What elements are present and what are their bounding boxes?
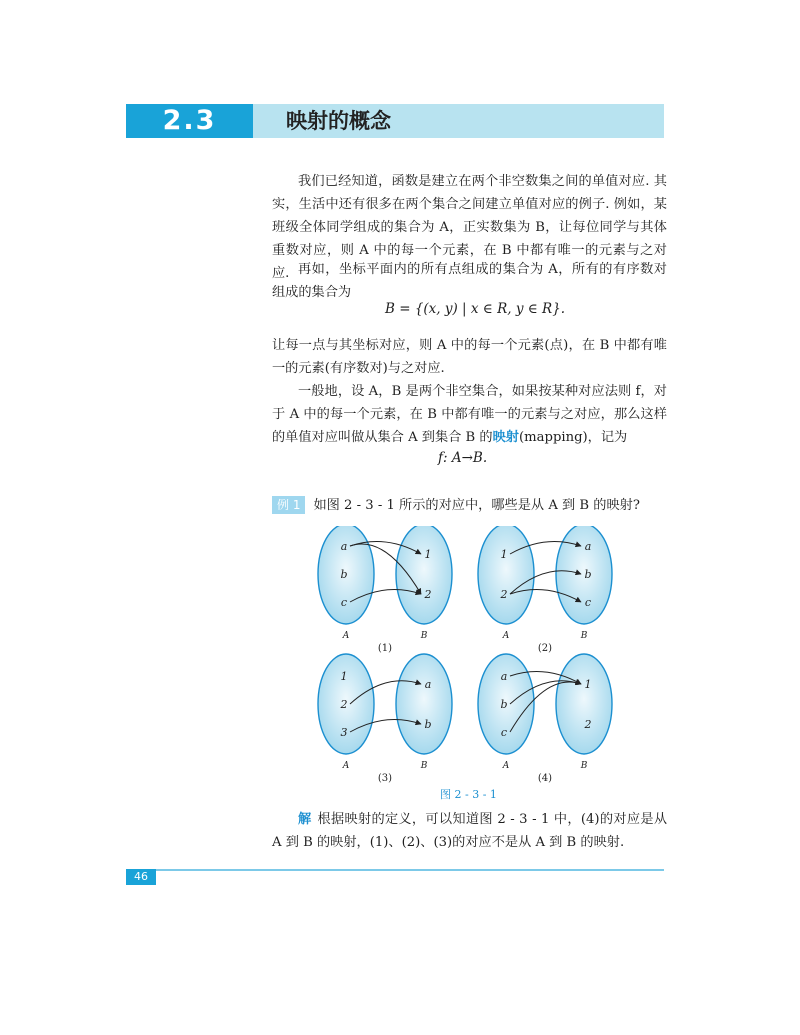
panel-label: (1) [377,643,393,654]
set-a-label: A [502,761,510,771]
element-a: 2 [500,588,508,601]
definition-text: 一般地，设 A，B 是两个非空集合，如果按某种对应法则 f，对于 A 中的每一个元素，在 B 中都有唯一的元素与之对应，那么这样的单值对应叫做从集合 A 到集合 B 的 [272,384,667,445]
mapping-panel-3 [318,654,452,784]
element-b: b [584,568,592,581]
mapping-panel-1 [318,526,452,654]
panel-label: (2) [537,643,553,654]
element-a: 2 [340,698,348,711]
element-a: 3 [340,726,348,739]
set-b-formula: B = {(x, y) | x ∈ R, y ∈ R}. [385,301,566,317]
paragraph-mapping-definition [272,380,667,449]
element-b: a [584,540,592,553]
example-tag: 例 1 [272,496,305,514]
paragraph-point-correspondence: 让每一点与其坐标对应，则 A 中的每一个元素(点)，在 B 中都有唯一的元素(有序数对)与之对应. [272,338,667,376]
page-number: 46 [126,869,156,885]
example-1 [272,494,667,517]
solution-paragraph [272,808,667,854]
set-b-label: B [420,761,428,771]
element-b: b [424,718,432,731]
mapping-panel-2 [478,526,612,654]
solution-tag: 解 [298,812,312,827]
set-b-label: B [420,631,428,641]
set-a-ellipse [478,526,534,624]
section-title: 映射的概念 [286,109,391,133]
element-a: 1 [340,670,348,683]
set-b-ellipse [396,654,452,754]
mapping-diagrams-figure [300,526,640,796]
mapping-panel-4 [478,654,612,784]
set-b-label: B [580,761,588,771]
element-b: a [424,678,432,691]
element-b: 1 [424,548,432,561]
set-b-label: B [580,631,588,641]
set-b-ellipse [396,526,452,624]
element-a: a [340,540,348,553]
section-number: 2.3 [126,104,253,138]
paragraph-coordinate-example: 再如，坐标平面内的所有点组成的集合为 A，所有的有序数对组成的集合为 [272,262,667,300]
element-b: 2 [584,718,592,731]
footer-line [126,869,664,871]
set-a-label: A [502,631,510,641]
element-a: a [500,670,508,683]
set-b-ellipse [556,654,612,754]
mapping-term: 映射 [492,430,519,445]
panel-label: (4) [537,773,553,784]
mapping-notation: f: A→B. [438,450,488,466]
panel-label: (3) [377,773,393,784]
example-question: 如图 2 - 3 - 1 所示的对应中，哪些是从 A 到 B 的映射? [313,498,640,513]
element-a: b [500,698,508,711]
element-a: 1 [500,548,508,561]
element-a: b [340,568,348,581]
paragraph-function-intro: 我们已经知道，函数是建立在两个非空数集之间的单值对应. 其实，生活中还有很多在两个集合之间建立单值对应的例子. 例如，某班级全体同学组成的集合为 A，正实数集为 B，让每位同学与其体重数对应，则 A 中的每一个元素，在 B 中都有唯一的元素与之对应. [272,174,667,281]
figure-caption: 图 2 - 3 - 1 [440,788,497,801]
element-b: c [584,596,592,609]
set-a-label: A [342,631,350,641]
element-a: c [500,726,508,739]
set-a-label: A [342,761,350,771]
definition-tail: (mapping)，记为 [518,430,628,445]
solution-text: 根据映射的定义，可以知道图 2 - 3 - 1 中，(4)的对应是从 A 到 B 的映射，(1)、(2)、(3)的对应不是从 A 到 B 的映射. [272,812,668,850]
element-b: 1 [584,678,592,691]
element-b: 2 [424,588,432,601]
element-a: c [340,596,348,609]
